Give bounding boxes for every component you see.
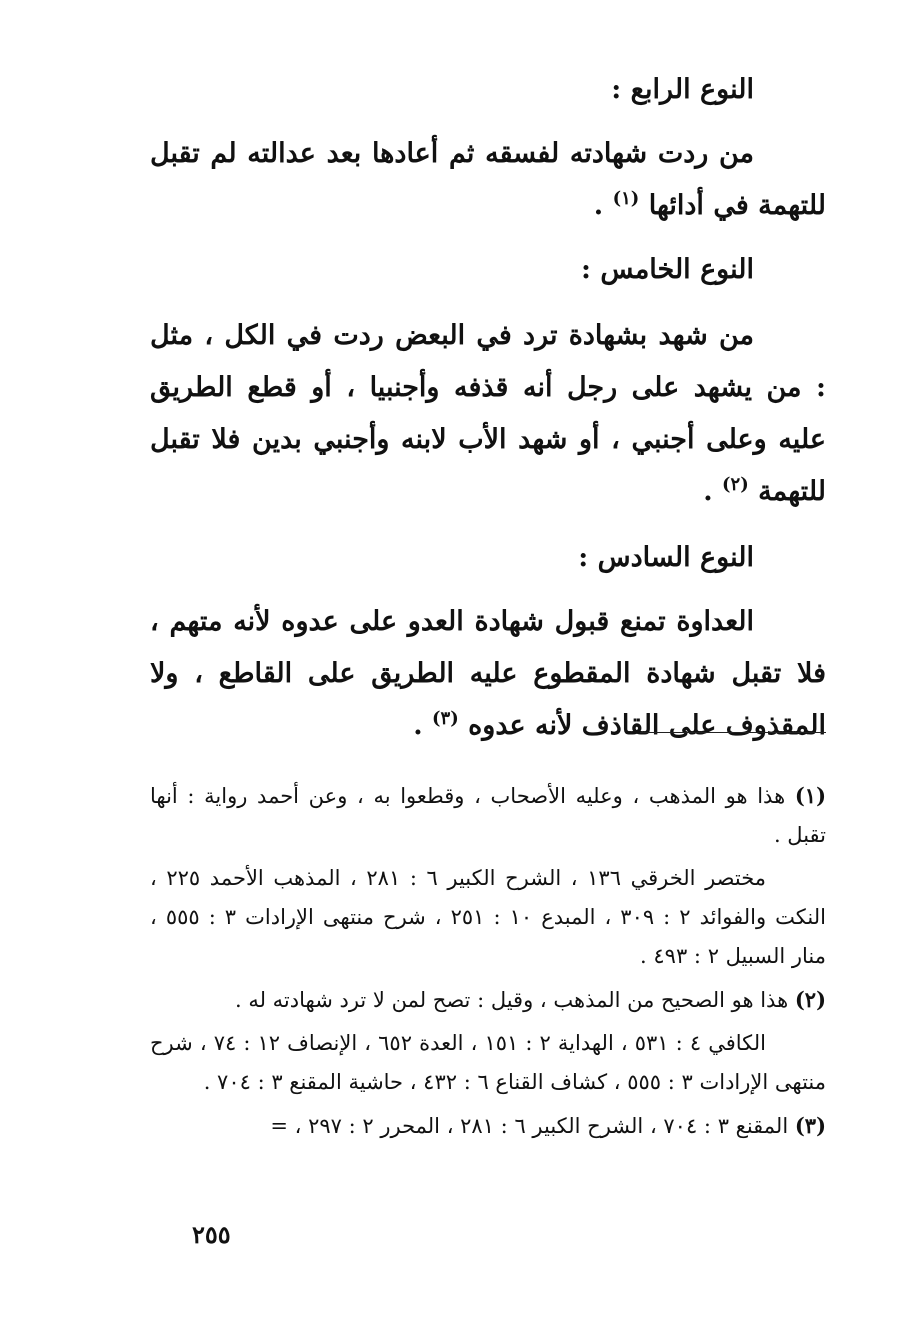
page-number: ٢٥٥ [192, 1220, 231, 1249]
section-text-6-end: . [413, 710, 423, 741]
footnote-1-refs-text: مختصر الخرقي ١٣٦ ، الشرح الكبير ٦ : ٢٨١ ، المذهب الأحمد ٢٢٥ ، النكت والفوائد ٢ : ٣٠٩ ، المبدع ١٠ : ٢٥١ ، شرح منتهى الإرادات ٣ : ٥٥٥ ، منار السبيل ٢ : ٤٩٣ . [150, 866, 826, 968]
section-heading-4: النوع الرابع : [611, 74, 754, 105]
footnote-2-refs [150, 1024, 826, 1102]
footnote-1 [150, 776, 826, 855]
footnote-2-refs-text: الكافي ٤ : ٥٣١ ، الهداية ٢ : ١٥١ ، العدة ٦٥٢ ، الإنصاف ١٢ : ٧٤ ، شرح منتهى الإرادات ٣ : ٥٥٥ ، كشاف القناع ٦ : ٤٣٢ ، حاشية المقنع ٣ : ٧٠٤ . [150, 1031, 826, 1094]
footnote-3 [150, 1106, 826, 1146]
section-text-5-end: . [703, 476, 713, 507]
footnotes [150, 776, 826, 1150]
footnote-separator [640, 732, 826, 733]
footnote-1-text: هذا هو المذهب ، وعليه الأصحاب ، وقطعوا به ، وعن أحمد رواية : أنها تقبل . [150, 784, 826, 847]
footnote-3-number: (٣) [794, 1113, 826, 1138]
footnote-2 [150, 980, 826, 1020]
section-heading-6: النوع السادس : [578, 542, 754, 573]
section-text-4-end: . [593, 190, 604, 221]
footnote-marker-1: (١) [612, 188, 640, 209]
section-text-4 [150, 128, 826, 232]
section-text-4-body: من ردت شهادته لفسقه ثم أعادها بعد عدالته لم تقبل للتهمة في أدائها [150, 138, 826, 221]
section-heading-5: النوع الخامس : [581, 254, 754, 285]
footnote-2-number: (٢) [794, 987, 826, 1012]
section-text-5 [150, 310, 826, 518]
section-text-6 [150, 596, 826, 752]
footnote-marker-2: (٢) [722, 474, 749, 495]
footnote-marker-3: (٣) [432, 708, 459, 729]
section-text-6-body: العداوة تمنع قبول شهادة العدو على عدوه لأنه متهم ، فلا تقبل شهادة المقطوع عليه الطريق على القاطع ، ولا المقذوف على القاذف لأنه عدوه [150, 606, 826, 741]
section-text-5-body: من شهد بشهادة ترد في البعض ردت في الكل ، مثل : من يشهد على رجل أنه قذفه وأجنبيا ، أو قطع الطريق عليه وعلى أجنبي ، أو شهد الأب لابنه وأجنبي بدين فلا تقبل للتهمة [150, 320, 826, 507]
footnote-1-refs [150, 859, 826, 976]
footnote-2-text: هذا هو الصحيح من المذهب ، وقيل : تصح لمن لا ترد شهادته له . [234, 988, 789, 1012]
page-body [150, 60, 826, 1280]
footnote-1-number: (١) [794, 783, 826, 808]
footnote-3-text: المقنع ٣ : ٧٠٤ ، الشرح الكبير ٦ : ٢٨١ ، المحرر ٢ : ٢٩٧ ، = [270, 1114, 789, 1138]
